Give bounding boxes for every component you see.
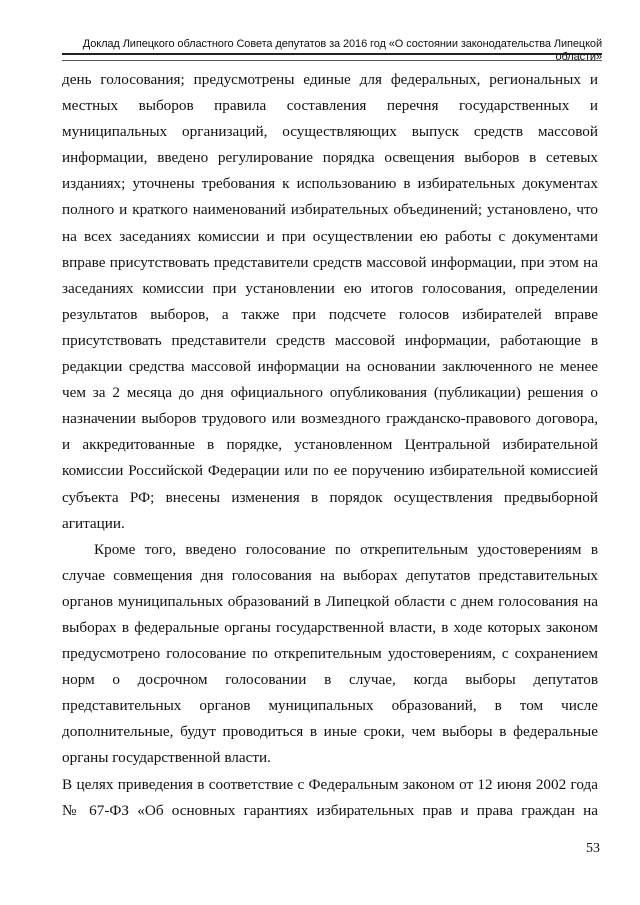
text-line: информации, введено регулирование порядка освещения выборов в сетевых [62,149,598,167]
text-line: присутствовать представители средств массовой информации, работающие в [62,331,598,349]
text-line: предусмотрено голосование по открепительным удостоверениям, с сохранением [62,645,598,663]
text-line: на всех заседаниях комиссии и при осуществлении ею работы с документами [62,227,598,245]
text-line: изданиях; уточнены требования к использованию в избирательных документах [62,175,598,193]
text-line: субъекта РФ; внесены изменения в порядок осуществления предвыборной [62,488,598,506]
document-body [62,67,598,824]
text-line: № 67-ФЗ «Об основных гарантиях избирательных прав и права граждан на [62,801,598,819]
text-line: муниципальных организаций, осуществляющих выпуск средств массовой [62,123,598,141]
text-line: органы государственной власти. [62,749,271,767]
text-line: представительных органов муниципальных образований, в том числе [62,697,598,715]
paragraph-3 [62,772,598,824]
paragraph-2 [62,537,598,772]
text-line: дополнительные, будут проводиться в иные сроки, чем выборы в федеральные [62,723,598,741]
text-line: В целях приведения в соответствие с Федеральным законом от 12 июня 2002 года [62,775,598,793]
text-line: полного и краткого наименований избирательных объединений; установлено, что [62,201,598,219]
text-line: Кроме того, введено голосование по открепительным удостоверениям в [94,540,598,558]
text-line: случае совмещения дня голосования на выборах депутатов представительных [62,566,598,584]
text-line: результатов выборов, а также при подсчете голосов избирателей вправе [62,305,598,323]
header-rule [62,53,602,61]
text-line: назначении выборов трудового или возмездного гражданско-правового договора, [62,410,598,428]
text-line: местных выборов правила составления перечня государственных и [62,97,598,115]
text-line: норм о досрочном голосовании в случае, когда выборы депутатов [62,671,598,689]
text-line: агитации. [62,514,125,532]
text-line: заседаниях комиссии при установлении ею итогов голосования, определении [62,279,598,297]
text-line: день голосования; предусмотрены единые для федеральных, региональных и [62,71,598,88]
running-header: Доклад Липецкого областного Совета депутатов за 2016 год «О состоянии законодательства Липецкой области» [82,38,602,63]
text-line: органов муниципальных образований в Липецкой области с днем голосования на [62,592,598,610]
text-line: выборах в федеральные органы государственной власти, в ходе которых законом [62,618,598,636]
text-line: комиссии Российской Федерации или по ее поручению избирательной комиссией [62,462,598,480]
page-number: 53 [586,841,600,856]
text-line: редакции средства массовой информации на основании заключенного не менее [62,358,598,376]
text-line: чем за 2 месяца до дня официального опубликования (публикации) решения о [62,384,598,402]
text-line: вправе присутствовать представители средств массовой информации, при этом на [62,253,598,271]
text-line: и аккредитованные в порядке, установленном Центральной избирательной [62,436,598,454]
paragraph-1 [62,67,598,537]
